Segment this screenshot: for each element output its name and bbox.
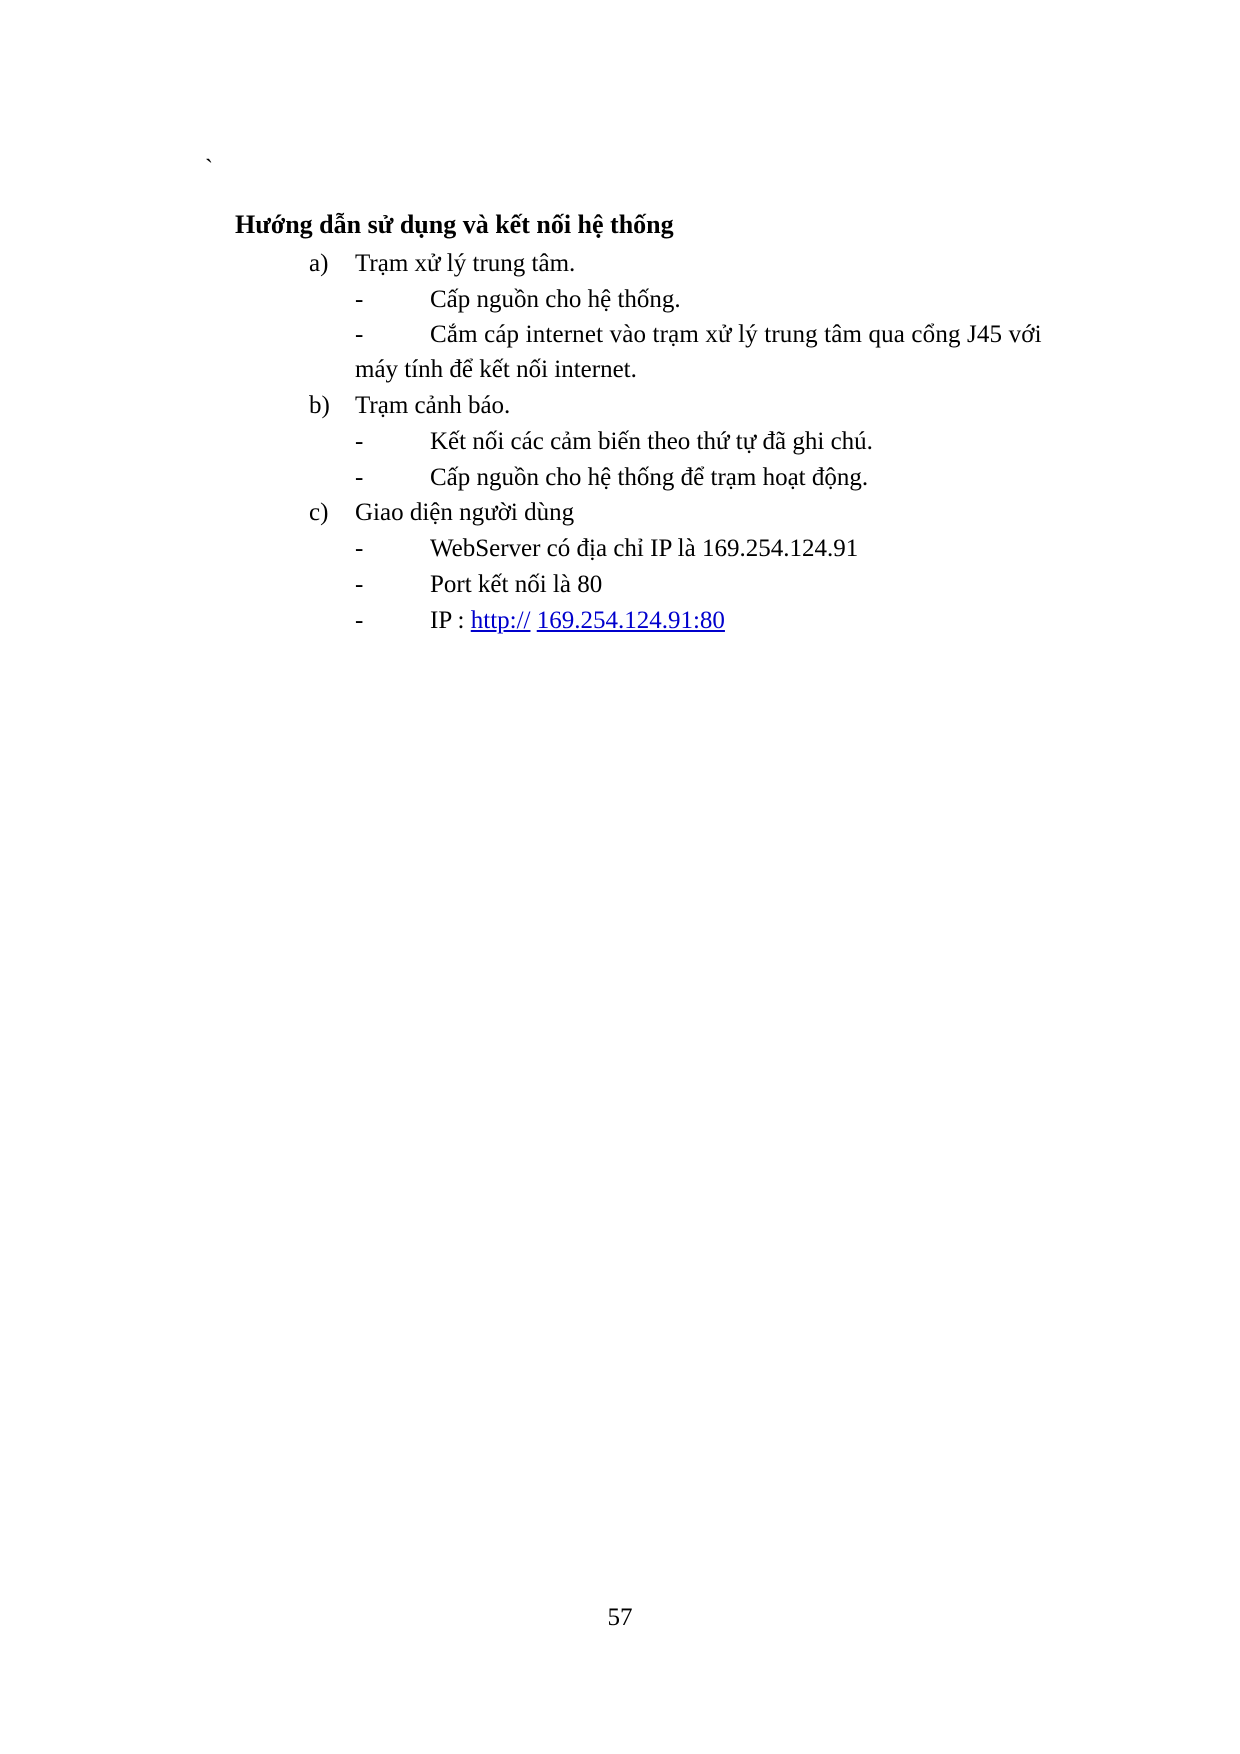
- list-marker-a: a): [309, 250, 329, 277]
- list-item: Cắm cáp internet vào trạm xử lý trung tâm qua cổng J45 với: [430, 321, 1042, 348]
- list-marker-c: c): [309, 499, 329, 526]
- section-c-title: Giao diện người dùng: [355, 499, 575, 526]
- section-heading: Hướng dẫn sử dụng và kết nối hệ thống: [235, 210, 674, 239]
- stray-mark: `: [205, 156, 213, 182]
- dash-bullet: -: [355, 464, 364, 491]
- url-link-address[interactable]: 169.254.124.91:80: [536, 607, 725, 634]
- section-b-title: Trạm cảnh báo.: [355, 392, 511, 419]
- list-item: Cấp nguồn cho hệ thống để trạm hoạt động.: [430, 464, 869, 491]
- ip-label: IP :: [430, 607, 471, 634]
- list-item: Port kết nối là 80: [430, 571, 603, 598]
- section-a-title: Trạm xử lý trung tâm.: [355, 250, 576, 277]
- dash-bullet: -: [355, 607, 364, 634]
- list-item-continuation: máy tính để kết nối internet.: [355, 356, 637, 383]
- dash-bullet: -: [355, 321, 364, 348]
- list-item: WebServer có địa chỉ IP là 169.254.124.91: [430, 535, 859, 562]
- url-link-scheme[interactable]: http://: [470, 607, 531, 634]
- list-item: Cấp nguồn cho hệ thống.: [430, 286, 681, 313]
- list-item: Kết nối các cảm biến theo thứ tự đã ghi chú.: [430, 428, 873, 455]
- dash-bullet: -: [355, 286, 364, 313]
- list-marker-b: b): [309, 392, 330, 419]
- dash-bullet: -: [355, 428, 364, 455]
- list-item-ip: [430, 608, 725, 633]
- dash-bullet: -: [355, 535, 364, 562]
- dash-bullet: -: [355, 571, 364, 598]
- page-number: 57: [607, 1604, 633, 1631]
